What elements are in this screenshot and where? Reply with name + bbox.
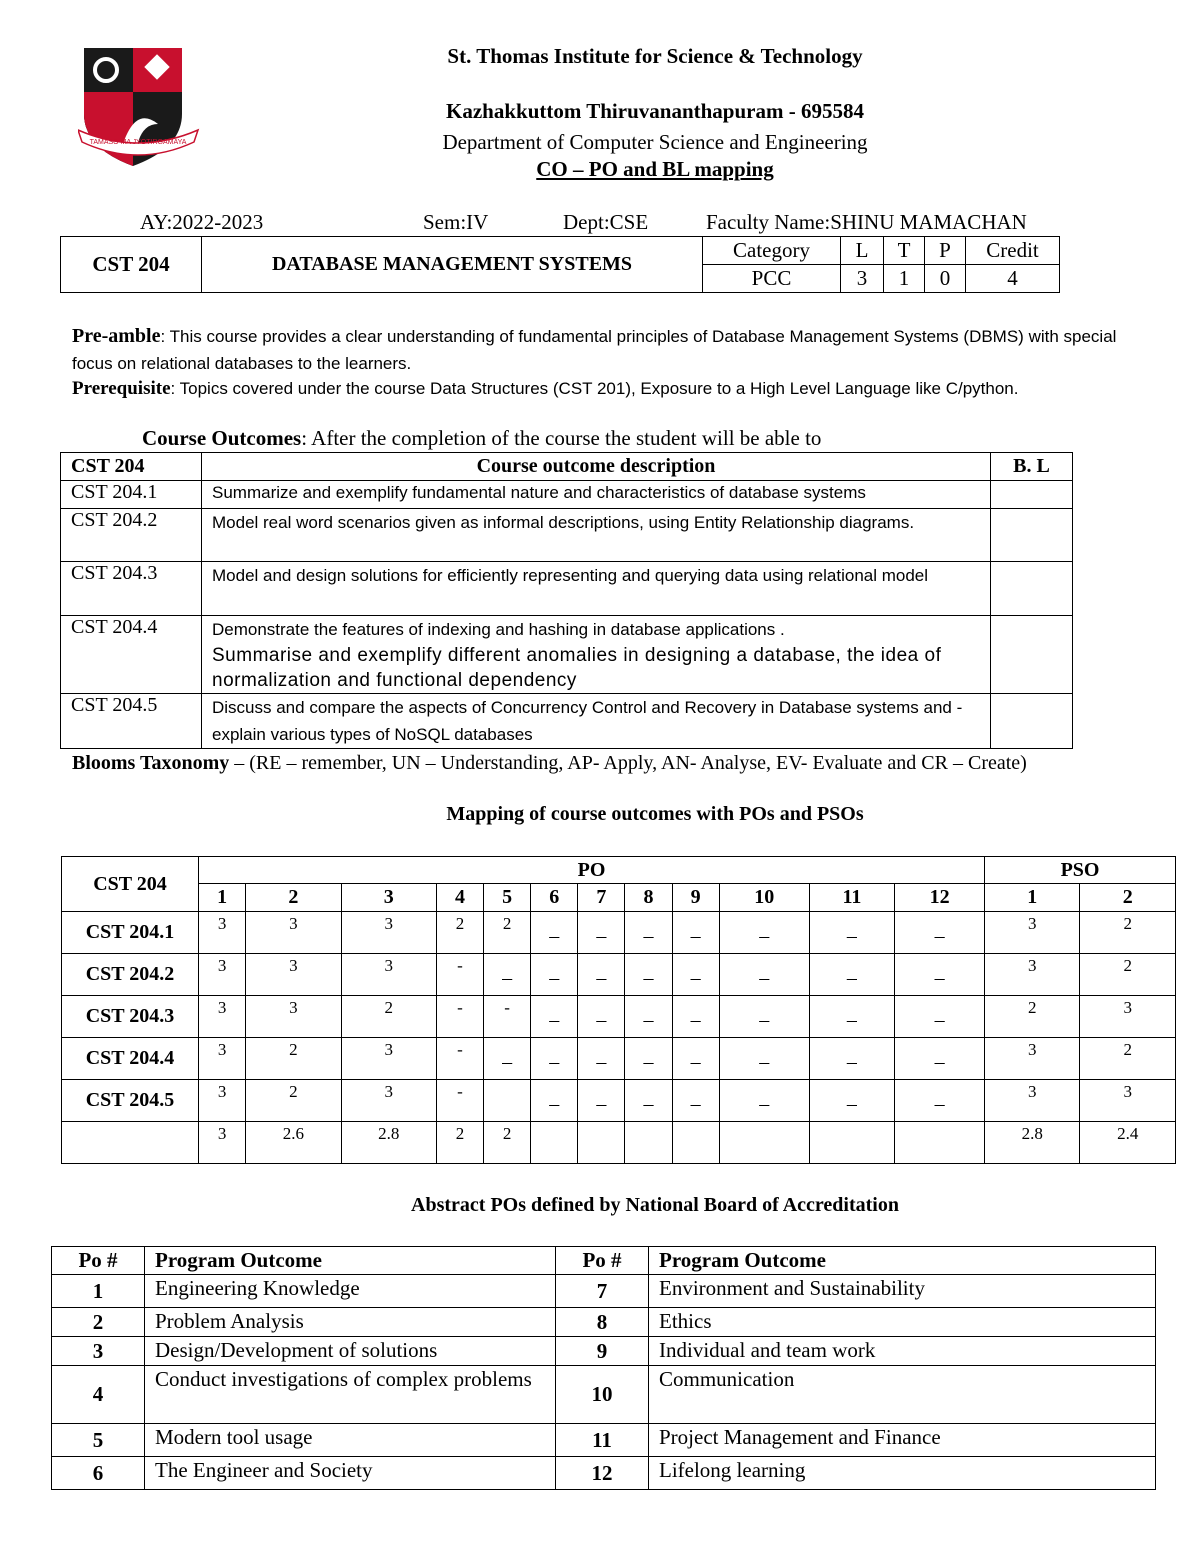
value-p: 0 — [925, 265, 966, 293]
program-outcome: Ethics — [649, 1308, 1156, 1337]
mapping-value: – — [625, 954, 672, 996]
mapping-value: – — [809, 1038, 894, 1080]
mapping-value: - — [436, 1080, 483, 1122]
mapping-co-code: CST 204.4 — [62, 1038, 199, 1080]
mapping-value: – — [531, 996, 578, 1038]
mapping-value: 2 — [1080, 954, 1176, 996]
mapping-value: – — [809, 1080, 894, 1122]
mapping-value: 2 — [436, 912, 483, 954]
mapping-value: 3 — [1080, 996, 1176, 1038]
program-outcome: Project Management and Finance — [649, 1424, 1156, 1457]
mapping-value: 3 — [246, 996, 341, 1038]
semester: Sem:IV — [423, 210, 489, 234]
co-header-code: CST 204 — [61, 453, 202, 481]
mapping-value: – — [895, 1038, 985, 1080]
co-desc: Model and design solutions for efficiently representing and querying data using relational model — [202, 562, 991, 616]
mapping-value: 2 — [436, 1122, 483, 1164]
mapping-value: 2.4 — [1080, 1122, 1176, 1164]
mapping-value: 2 — [1080, 1038, 1176, 1080]
preamble — [72, 323, 1152, 377]
po-column-header: 10 — [719, 884, 809, 912]
mapping-value: – — [672, 954, 719, 996]
program-outcome: Conduct investigations of complex problems — [145, 1366, 556, 1424]
program-outcome: Communication — [649, 1366, 1156, 1424]
po-number: 11 — [556, 1424, 649, 1457]
preamble-text: : This course provides a clear understanding of fundamental principles of Database Management Systems (DBMS) with special focus on relational databases to the learners. — [72, 327, 1117, 373]
co-header-desc: Course outcome description — [202, 453, 991, 481]
mapping-value: – — [895, 954, 985, 996]
mapping-value: - — [436, 954, 483, 996]
mapping-value: 3 — [341, 1038, 436, 1080]
co-code: CST 204.4 — [61, 616, 202, 694]
po-number: 12 — [556, 1457, 649, 1490]
program-outcome: Engineering Knowledge — [145, 1275, 556, 1308]
po-number: 3 — [52, 1337, 145, 1366]
blooms-taxonomy — [72, 750, 1152, 776]
mapping-value: – — [625, 912, 672, 954]
mapping-co-code: CST 204.2 — [62, 954, 199, 996]
institute-name: St. Thomas Institute for Science & Technology — [447, 44, 863, 68]
po-column-header: 6 — [531, 884, 578, 912]
value-l: 3 — [841, 265, 884, 293]
mapping-value: 3 — [199, 996, 246, 1038]
mapping-value — [672, 1122, 719, 1164]
prerequisite — [72, 375, 1182, 402]
po-group-header: PO — [199, 857, 985, 884]
course-table — [60, 236, 1060, 293]
mapping-value: – — [531, 1038, 578, 1080]
program-outcome: The Engineer and Society — [145, 1457, 556, 1490]
department-name: Department of Computer Science and Engineering — [442, 130, 868, 154]
mapping-value: – — [531, 1080, 578, 1122]
doc-title: CO – PO and BL mapping — [536, 157, 774, 181]
mapping-value: 3 — [246, 912, 341, 954]
co-desc-extra: Summarise and exemplify different anomalies in designing a database, the idea of normalization and functional dependency — [212, 645, 942, 691]
mapping-value: 2.6 — [246, 1122, 341, 1164]
co-bl — [991, 616, 1073, 694]
mapping-value: 2 — [484, 912, 531, 954]
pso-group-header: PSO — [985, 857, 1176, 884]
mapping-value: 3 — [341, 954, 436, 996]
mapping-value: 2 — [1080, 912, 1176, 954]
mapping-value: 3 — [985, 954, 1080, 996]
co-code: CST 204.2 — [61, 509, 202, 562]
course-outcomes-label: Course Outcomes — [142, 426, 302, 450]
program-outcome: Individual and team work — [649, 1337, 1156, 1366]
mapping-value: – — [625, 1038, 672, 1080]
mapping-value: - — [484, 996, 531, 1038]
mapping-value: 3 — [985, 912, 1080, 954]
abstract-header-outcome: Program Outcome — [649, 1247, 1156, 1275]
mapping-value: – — [809, 954, 894, 996]
po-number: 9 — [556, 1337, 649, 1366]
mapping-value: – — [719, 1038, 809, 1080]
mapping-value: 3 — [199, 912, 246, 954]
program-outcome: Design/Development of solutions — [145, 1337, 556, 1366]
abstract-row — [52, 1275, 1156, 1308]
mapping-row — [62, 996, 1176, 1038]
mapping-corner: CST 204 — [62, 857, 199, 912]
po-number: 1 — [52, 1275, 145, 1308]
po-column-header: 9 — [672, 884, 719, 912]
po-column-header: 4 — [436, 884, 483, 912]
po-column-header: 11 — [809, 884, 894, 912]
mapping-value — [895, 1122, 985, 1164]
mapping-value: – — [578, 996, 625, 1038]
header-category: Category — [703, 237, 841, 265]
mapping-value: – — [578, 912, 625, 954]
institute-address: Kazhakkuttom Thiruvananthapuram - 695584 — [446, 99, 864, 123]
mapping-value: 3 — [341, 912, 436, 954]
mapping-row — [62, 1122, 1176, 1164]
co-desc: Discuss and compare the aspects of Concurrency Control and Recovery in Database systems and - explain various types of NoSQL databases — [202, 694, 991, 749]
prerequisite-text: : Topics covered under the course Data Structures (CST 201), Exposure to a High Level Language like C/python. — [170, 379, 1019, 398]
mapping-value: – — [578, 1080, 625, 1122]
mapping-value: – — [531, 912, 578, 954]
mapping-table — [61, 856, 1176, 1164]
po-number: 10 — [556, 1366, 649, 1424]
mapping-co-code: CST 204.1 — [62, 912, 199, 954]
value-credit: 4 — [966, 265, 1060, 293]
mapping-value: – — [895, 912, 985, 954]
po-column-header: 7 — [578, 884, 625, 912]
mapping-row — [62, 1038, 1176, 1080]
mapping-value: – — [625, 996, 672, 1038]
blooms-label: Blooms Taxonomy — [72, 752, 230, 774]
prerequisite-label: Prerequisite — [72, 378, 171, 399]
program-outcome: Environment and Sustainability — [649, 1275, 1156, 1308]
department-code: Dept:CSE — [563, 210, 649, 234]
mapping-value: 2 — [484, 1122, 531, 1164]
co-desc: Demonstrate the features of indexing and hashing in database applications . — [212, 620, 785, 639]
abstract-table — [51, 1246, 1156, 1490]
po-number: 6 — [52, 1457, 145, 1490]
abstract-header-outcome: Program Outcome — [145, 1247, 556, 1275]
value-category: PCC — [703, 265, 841, 293]
abstract-header-po: Po # — [52, 1247, 145, 1275]
program-outcome: Lifelong learning — [649, 1457, 1156, 1490]
mapping-value — [578, 1122, 625, 1164]
mapping-value: – — [719, 912, 809, 954]
mapping-value — [531, 1122, 578, 1164]
header-p: P — [925, 237, 966, 265]
mapping-value: 2 — [246, 1038, 341, 1080]
program-outcome: Modern tool usage — [145, 1424, 556, 1457]
mapping-value: 3 — [199, 954, 246, 996]
co-desc: Model real word scenarios given as informal descriptions, using Entity Relationship diagrams. — [202, 509, 991, 562]
mapping-row — [62, 912, 1176, 954]
mapping-co-code: CST 204.5 — [62, 1080, 199, 1122]
co-bl — [991, 481, 1073, 509]
value-t: 1 — [884, 265, 925, 293]
pso-column-header: 1 — [985, 884, 1080, 912]
academic-year: AY:2022-2023 — [140, 210, 264, 234]
course-outcomes-table — [60, 452, 1073, 749]
mapping-value — [719, 1122, 809, 1164]
po-column-header: 8 — [625, 884, 672, 912]
po-column-header: 3 — [341, 884, 436, 912]
co-code: CST 204.5 — [61, 694, 202, 749]
po-number: 4 — [52, 1366, 145, 1424]
mapping-value: - — [436, 1038, 483, 1080]
co-bl — [991, 694, 1073, 749]
mapping-value: 3 — [985, 1080, 1080, 1122]
po-column-header: 2 — [246, 884, 341, 912]
mapping-value: – — [809, 912, 894, 954]
course-code: CST 204 — [61, 237, 202, 293]
co-desc: Summarize and exemplify fundamental nature and characteristics of database systems — [202, 481, 991, 509]
mapping-value: 3 — [341, 1080, 436, 1122]
mapping-value: – — [895, 996, 985, 1038]
co-bl — [991, 509, 1073, 562]
mapping-value: – — [672, 1080, 719, 1122]
mapping-value: – — [672, 996, 719, 1038]
po-number: 2 — [52, 1308, 145, 1337]
header-l: L — [841, 237, 884, 265]
mapping-value: – — [484, 1038, 531, 1080]
po-column-header: 5 — [484, 884, 531, 912]
mapping-value: 2 — [985, 996, 1080, 1038]
abstract-row — [52, 1337, 1156, 1366]
po-column-header: 1 — [199, 884, 246, 912]
abstract-row — [52, 1457, 1156, 1490]
mapping-title: Mapping of course outcomes with POs and PSOs — [446, 803, 864, 825]
po-number: 7 — [556, 1275, 649, 1308]
mapping-value — [484, 1080, 531, 1122]
mapping-value: 3 — [199, 1038, 246, 1080]
po-number: 5 — [52, 1424, 145, 1457]
abstract-header-po: Po # — [556, 1247, 649, 1275]
co-code: CST 204.3 — [61, 562, 202, 616]
mapping-value: – — [809, 996, 894, 1038]
mapping-value: – — [578, 954, 625, 996]
mapping-row — [62, 1080, 1176, 1122]
blooms-text: – (RE – remember, UN – Understanding, AP- Apply, AN- Analyse, EV- Evaluate and CR – Create) — [229, 752, 1027, 774]
mapping-co-code — [62, 1122, 199, 1164]
mapping-value: 2 — [246, 1080, 341, 1122]
mapping-value: 3 — [199, 1080, 246, 1122]
program-outcome: Problem Analysis — [145, 1308, 556, 1337]
mapping-value: – — [578, 1038, 625, 1080]
mapping-value: 3 — [199, 1122, 246, 1164]
mapping-value: – — [531, 954, 578, 996]
mapping-value: – — [895, 1080, 985, 1122]
mapping-value: - — [436, 996, 483, 1038]
mapping-value: 2.8 — [985, 1122, 1080, 1164]
abstract-title: Abstract POs defined by National Board of Accreditation — [411, 1194, 899, 1216]
po-column-header: 12 — [895, 884, 985, 912]
mapping-row — [62, 954, 1176, 996]
abstract-row — [52, 1424, 1156, 1457]
mapping-value: – — [719, 996, 809, 1038]
mapping-value: 3 — [985, 1038, 1080, 1080]
co-code: CST 204.1 — [61, 481, 202, 509]
institute-logo — [78, 44, 200, 170]
course-name: DATABASE MANAGEMENT SYSTEMS — [202, 237, 703, 293]
course-outcomes-intro — [142, 426, 821, 451]
header-credit: Credit — [966, 237, 1060, 265]
header-t: T — [884, 237, 925, 265]
mapping-value — [625, 1122, 672, 1164]
mapping-value — [809, 1122, 894, 1164]
course-outcomes-text: : After the completion of the course the student will be able to — [301, 426, 822, 450]
po-number: 8 — [556, 1308, 649, 1337]
mapping-value: – — [719, 954, 809, 996]
mapping-value: 3 — [1080, 1080, 1176, 1122]
co-bl — [991, 562, 1073, 616]
pso-column-header: 2 — [1080, 884, 1176, 912]
logo-motto: TAMASO MA JYOTIRGAMAYA — [89, 139, 187, 146]
mapping-value: 3 — [246, 954, 341, 996]
mapping-value: – — [719, 1080, 809, 1122]
mapping-value: 2 — [341, 996, 436, 1038]
mapping-value: – — [625, 1080, 672, 1122]
abstract-row — [52, 1366, 1156, 1424]
co-header-bl: B. L — [991, 453, 1073, 481]
faculty-name: Faculty Name:SHINU MAMACHAN — [706, 210, 1027, 234]
preamble-label: Pre-amble — [72, 325, 161, 347]
abstract-row — [52, 1308, 1156, 1337]
mapping-value: – — [672, 1038, 719, 1080]
mapping-value: 2.8 — [341, 1122, 436, 1164]
mapping-co-code: CST 204.3 — [62, 996, 199, 1038]
mapping-value: – — [484, 954, 531, 996]
mapping-value: – — [672, 912, 719, 954]
